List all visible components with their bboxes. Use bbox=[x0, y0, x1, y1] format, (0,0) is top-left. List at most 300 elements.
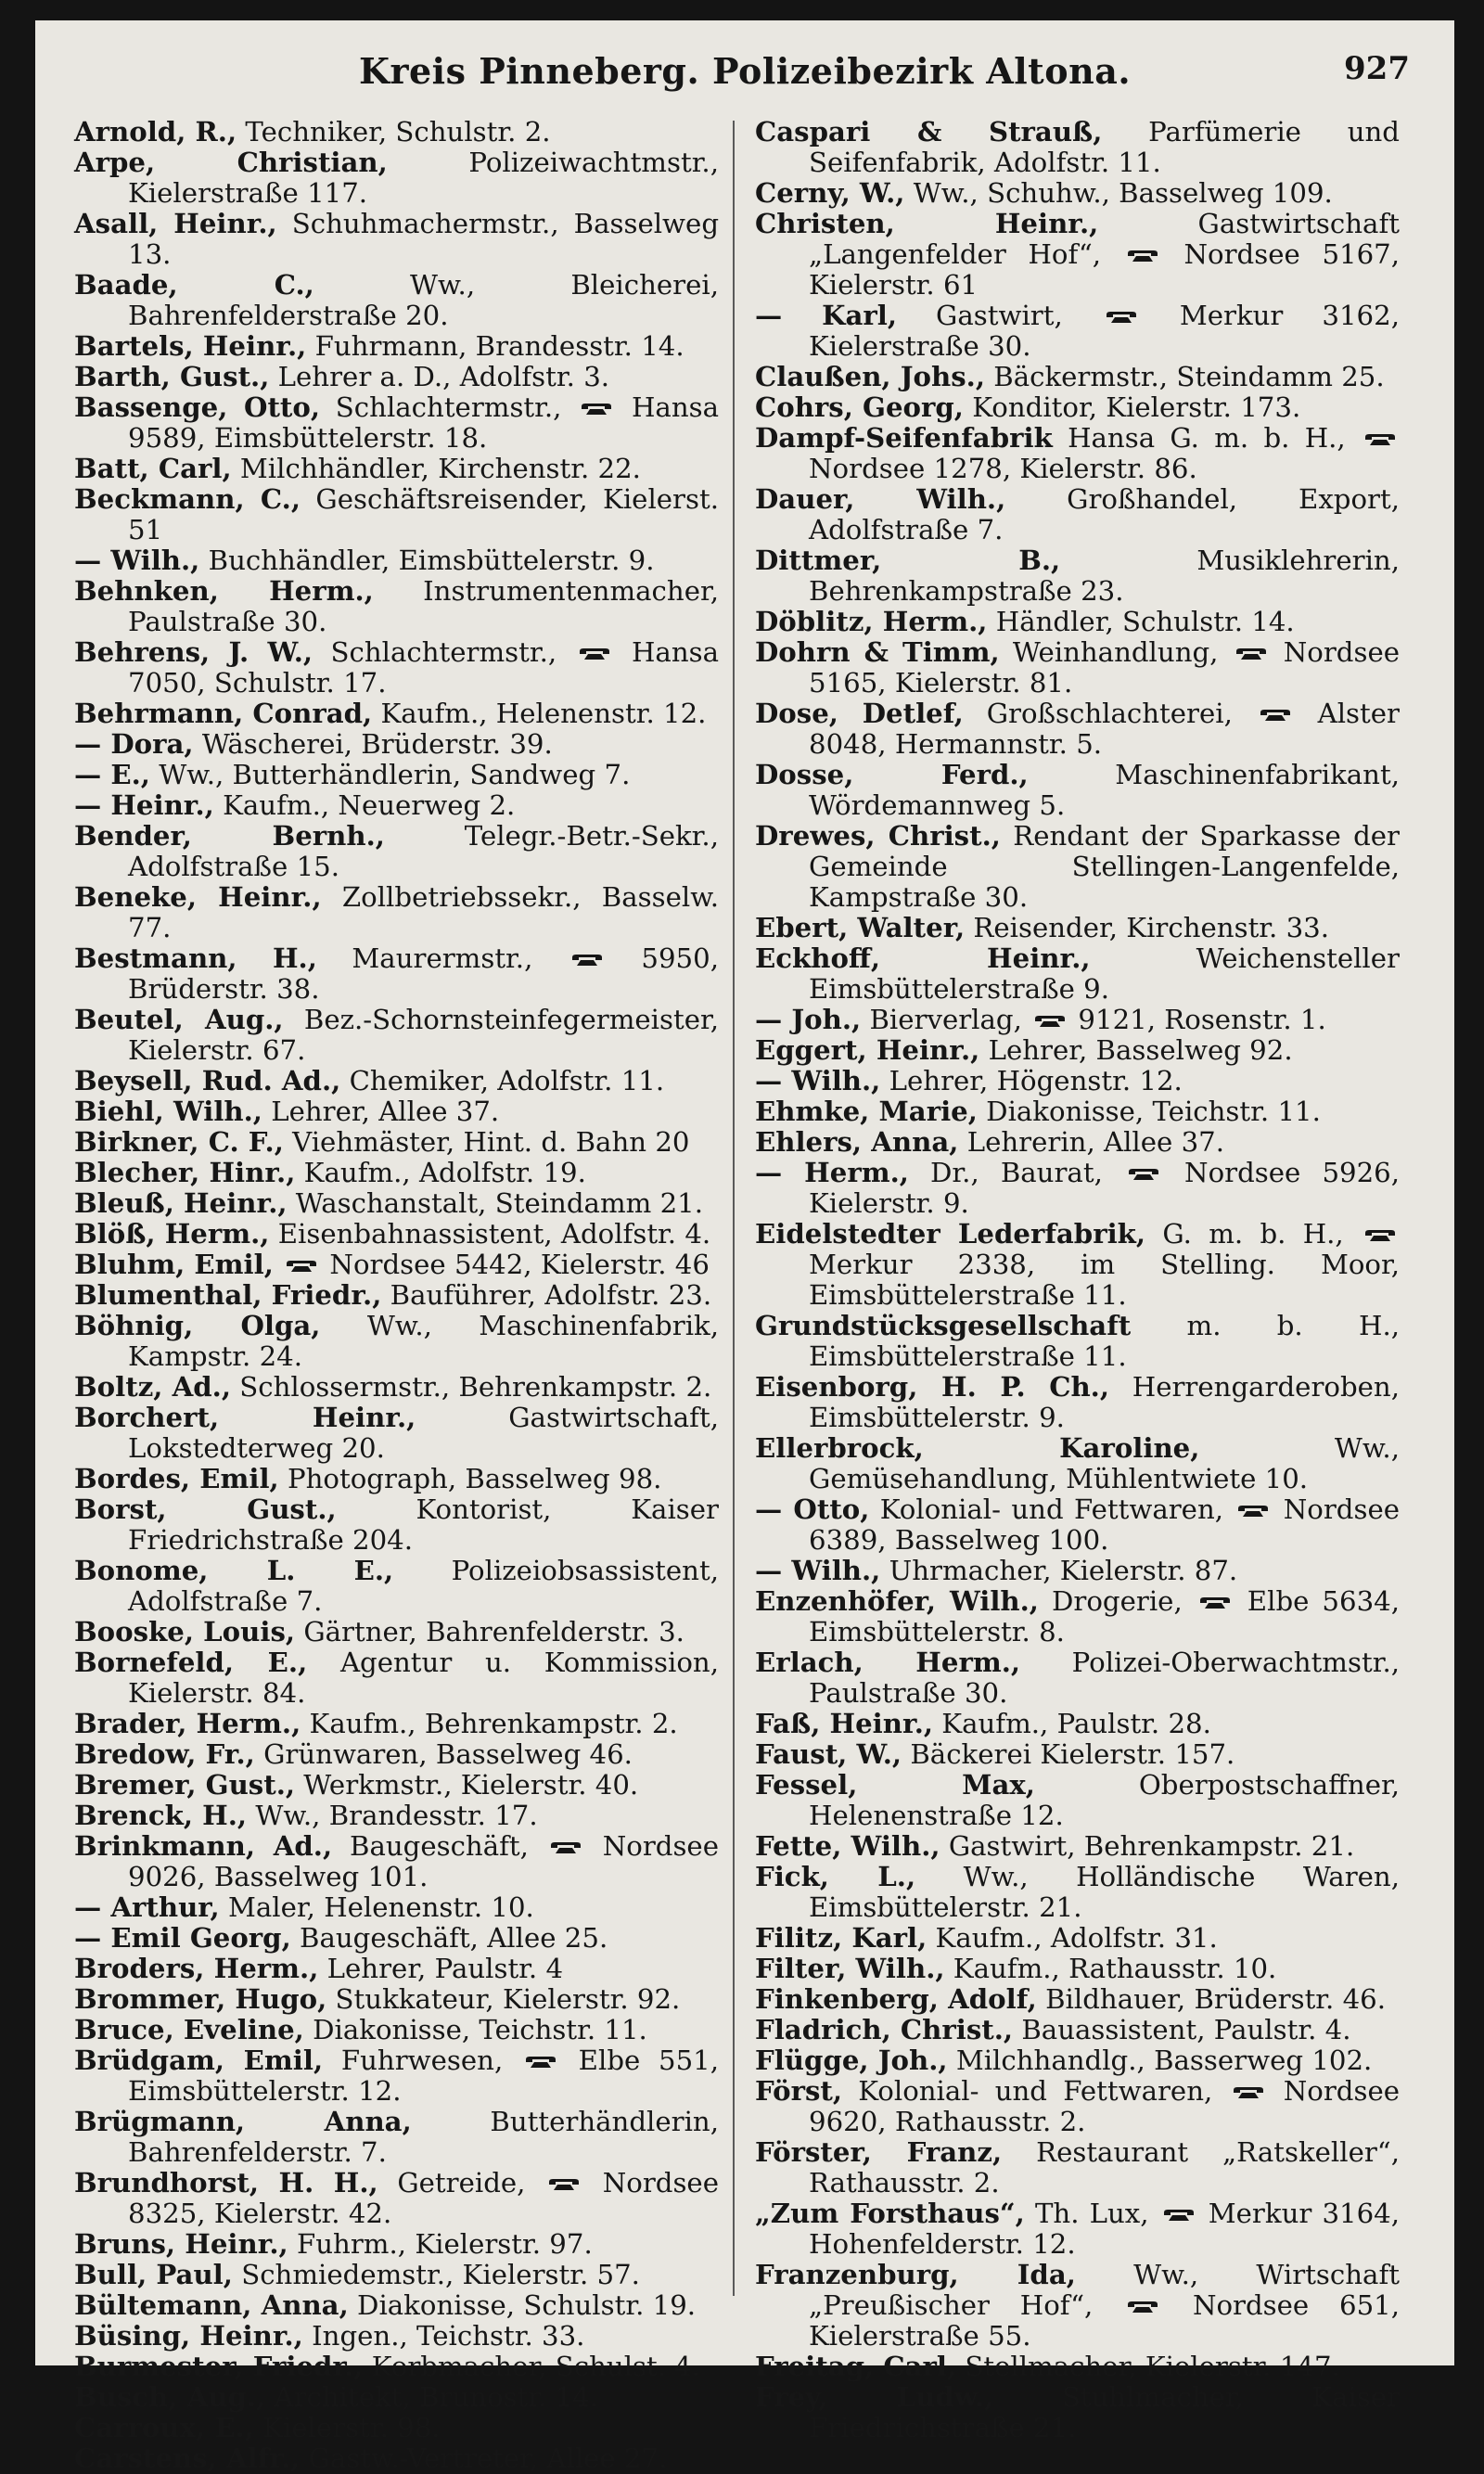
entry-details: Ww., Bleicherei, Bahrenfelderstraße 20. bbox=[128, 269, 719, 331]
entry-details: Nordsee 651, Kielerstraße 55. bbox=[809, 2289, 1400, 2352]
entry-name: Barth, Gust., bbox=[74, 361, 270, 392]
directory-entry bbox=[755, 2382, 1400, 2443]
entry-name: Beysell, Rud. Ad., bbox=[74, 1065, 341, 1096]
directory-entry bbox=[755, 2137, 1400, 2198]
entry-details: Gastw.-Vertreter, Allee 27. bbox=[300, 2442, 668, 2474]
entry-name: Beneke, Heinr., bbox=[74, 881, 322, 913]
directory-entry bbox=[74, 1770, 719, 1801]
entry-details: Gastwirtschaft, Lokstedterweg 20. bbox=[128, 1402, 719, 1464]
entry-details: Nordsee 5442, Kielerstr. 46 bbox=[321, 1249, 710, 1280]
entry-name: Arpe, Christian, bbox=[74, 147, 388, 178]
entry-name: Filitz, Karl, bbox=[755, 1922, 928, 1954]
entry-details: Gärtner, Bahrenfelderstr. 3. bbox=[295, 1616, 684, 1647]
entry-name: Bluhm, Emil, bbox=[74, 1249, 274, 1280]
entry-details: Maler, Helenenstr. 10. bbox=[219, 1891, 534, 1923]
running-head: Kreis Pinneberg. Polizeibezirk Altona. bbox=[358, 50, 1132, 92]
entry-details: Architekt, Brunostr. 14. bbox=[265, 2381, 599, 2413]
directory-entry bbox=[755, 760, 1400, 821]
directory-entry bbox=[755, 699, 1400, 760]
entry-details: Ww., Maschinenfabrik, Kampstr. 24. bbox=[128, 1310, 719, 1372]
entry-name: Först, bbox=[755, 2075, 843, 2107]
directory-entry bbox=[755, 545, 1400, 607]
directory-entry bbox=[74, 1127, 719, 1158]
directory-entry bbox=[74, 331, 719, 362]
entry-details: Fuhrwesen, bbox=[323, 2045, 521, 2076]
telephone-icon bbox=[1233, 2086, 1264, 2099]
entry-details: Chemiker, Adolfstr. 11. bbox=[340, 1065, 665, 1096]
entry-name: — E., bbox=[74, 759, 150, 790]
directory-entry bbox=[74, 1831, 719, 1892]
entry-details: Wäscherei, Brüderstr. 39. bbox=[193, 728, 553, 760]
entry-details: Lehrer, Basselweg 92. bbox=[979, 1034, 1293, 1066]
directory-entry bbox=[755, 117, 1400, 178]
directory-entry bbox=[74, 1372, 719, 1403]
entry-name: — Otto, bbox=[755, 1493, 870, 1525]
entry-name: Behrens, J. W., bbox=[74, 636, 313, 668]
entry-name: Booske, Louis, bbox=[74, 1616, 296, 1647]
entry-details: Lehrer, Allee 37. bbox=[262, 1096, 500, 1127]
directory-entry bbox=[755, 484, 1400, 545]
telephone-icon bbox=[1163, 2209, 1195, 2222]
entry-name: — Karl, bbox=[755, 300, 898, 331]
directory-entry bbox=[74, 1494, 719, 1556]
entry-name: — Emil Georg, bbox=[74, 1922, 291, 1954]
directory-entry bbox=[755, 1035, 1400, 1066]
entry-details: Kolonial- und Fettwaren, bbox=[842, 2075, 1229, 2107]
entry-name: Ebert, Walter, bbox=[755, 912, 966, 943]
entry-name: „Zum Forsthaus“, bbox=[755, 2198, 1025, 2229]
entry-details: Schlachtermstr., bbox=[320, 391, 578, 423]
entry-name: Döblitz, Herm., bbox=[755, 606, 988, 637]
entry-details: Kaufm., Adolfstr. 31. bbox=[927, 1922, 1218, 1954]
entry-name: Dittmer, B., bbox=[755, 545, 1061, 576]
entry-details: Nordsee 9620, Rathausstr. 2. bbox=[809, 2075, 1400, 2137]
entry-details: Milchhandlg., Basserweg 102. bbox=[947, 2045, 1373, 2076]
entry-details: Kaufm., Rathausstr. 10. bbox=[944, 1953, 1277, 1984]
entry-details: Reisender, Kirchenstr. 33. bbox=[965, 912, 1330, 943]
directory-entry bbox=[755, 1311, 1400, 1372]
entry-details: Musiklehrerin, Behrenkampstraße 23. bbox=[809, 545, 1400, 607]
entry-name: Filter, Wilh., bbox=[755, 1953, 945, 1984]
entry-name: Brügmann, Anna, bbox=[74, 2106, 412, 2137]
directory-entry bbox=[755, 2076, 1400, 2137]
entry-details: Maurermstr., bbox=[316, 942, 568, 974]
directory-entry bbox=[74, 362, 719, 392]
entry-name: Bender, Bernh., bbox=[74, 820, 385, 852]
entry-details: Maschinenfabrikant, Wördemannweg 5. bbox=[809, 759, 1400, 821]
entry-details: Bildhauer, Brüderstr. 46. bbox=[1036, 1983, 1387, 2015]
directory-entry bbox=[755, 1096, 1400, 1127]
entry-name: Carroux, E., bbox=[74, 2412, 254, 2443]
entry-details: Gastwirtschaft „Langenfelder Hof“, bbox=[809, 208, 1400, 270]
entry-name: Busch, Aug., bbox=[74, 2381, 266, 2413]
entry-name: Ehmke, Marie, bbox=[755, 1096, 978, 1127]
entry-name: Bassenge, Otto, bbox=[74, 391, 321, 423]
entry-details: Baugeschäft, bbox=[332, 1830, 546, 1862]
entry-name: Fick, L., bbox=[755, 1861, 916, 1892]
entry-name: Blecher, Hinr., bbox=[74, 1157, 296, 1188]
entry-name: Eggert, Heinr., bbox=[755, 1034, 980, 1066]
entry-details: Getreide, bbox=[377, 2167, 545, 2198]
directory-entry bbox=[74, 484, 719, 545]
directory-entry bbox=[74, 1739, 719, 1770]
entry-details: Bauassistent, Paulstr. 4. bbox=[1013, 2014, 1351, 2045]
telephone-icon bbox=[550, 1841, 582, 1854]
entry-details: Bez.-Schornsteinfegermeister, Kielerstr. 67. bbox=[128, 1004, 719, 1066]
entry-name: Bestmann, H., bbox=[74, 942, 317, 974]
directory-entry bbox=[74, 2352, 719, 2382]
directory-entry bbox=[755, 209, 1400, 301]
entry-details: Fuhrm., Kielerstr. 97. bbox=[288, 2228, 593, 2260]
telephone-icon bbox=[1106, 311, 1137, 324]
entry-name: Erlach, Herm., bbox=[755, 1647, 1021, 1678]
entry-details: Stukkateur, Kielerstr. 92. bbox=[326, 1983, 681, 2015]
entry-details: Lehrer, Paulstr. 4 bbox=[318, 1953, 564, 1984]
entry-name: Dampf-Seifenfabrik bbox=[755, 422, 1053, 454]
directory-entry bbox=[74, 943, 719, 1005]
directory-entry bbox=[74, 1954, 719, 1984]
entry-name: Claußen, Johs., bbox=[755, 361, 985, 392]
telephone-icon bbox=[571, 954, 603, 967]
entry-name: Bültemann, Anna, bbox=[74, 2289, 349, 2321]
entry-name: Fette, Wilh., bbox=[755, 1830, 940, 1862]
entry-details: Diakonisse, Teichstr. 11. bbox=[303, 2014, 647, 2045]
directory-entry bbox=[74, 2290, 719, 2321]
entry-details: Kontorist, Kaiser Friedrichstraße 204. bbox=[128, 1493, 719, 1556]
entry-details: Nordsee 8325, Kielerstr. 42. bbox=[128, 2167, 719, 2229]
entry-details: Diakonisse, Schulstr. 19. bbox=[348, 2289, 697, 2321]
column-divider bbox=[733, 121, 735, 2296]
directory-entry bbox=[755, 1066, 1400, 1096]
entry-details: Uhrmacher, Kielerstr. 87. bbox=[880, 1555, 1238, 1586]
entry-name: Bremer, Gust., bbox=[74, 1769, 296, 1801]
telephone-icon bbox=[1127, 250, 1158, 263]
directory-entry bbox=[74, 699, 719, 729]
entry-details: Bäckermstr., Steindamm 25. bbox=[985, 361, 1385, 392]
entry-details: Nordsee 1278, Kielerstr. 86. bbox=[809, 453, 1197, 484]
entry-name: Grundstücksgesellschaft bbox=[755, 1310, 1132, 1341]
entry-name: Broders, Herm., bbox=[74, 1953, 319, 1984]
entry-details: Nordsee 5926, Kielerstr. 9. bbox=[809, 1157, 1400, 1219]
entry-details: Bäckerei Kielerstr. 157. bbox=[902, 1738, 1235, 1770]
entry-name: Frey, Ludw., bbox=[755, 2381, 994, 2413]
entry-name: Brinkmann, Ad., bbox=[74, 1830, 333, 1862]
entry-name: Beutel, Aug., bbox=[74, 1004, 284, 1035]
entry-details: Kaufm., Paulstr. 28. bbox=[933, 1708, 1211, 1739]
entry-name: Baade, C., bbox=[74, 269, 314, 301]
directory-entry bbox=[74, 760, 719, 790]
entry-name: Carstens, Alfr., bbox=[74, 2442, 301, 2474]
directory-entry bbox=[74, 2107, 719, 2168]
directory-entry bbox=[74, 1709, 719, 1739]
directory-entry bbox=[755, 2260, 1400, 2352]
directory-entry bbox=[755, 2045, 1400, 2076]
entry-name: Bonome, L. E., bbox=[74, 1555, 394, 1586]
entry-name: — Wilh., bbox=[755, 1065, 881, 1096]
directory-entry bbox=[74, 1005, 719, 1066]
telephone-icon bbox=[1235, 647, 1267, 660]
entry-name: Brundhorst, H. H., bbox=[74, 2167, 378, 2198]
entry-name: Brenck, H., bbox=[74, 1800, 248, 1831]
entry-name: Bredow, Fr., bbox=[74, 1738, 255, 1770]
entry-name: Dosse, Ferd., bbox=[755, 759, 1029, 790]
entry-name: Arnold, R., bbox=[74, 116, 237, 147]
directory-entry bbox=[755, 821, 1400, 913]
directory-entry bbox=[74, 637, 719, 699]
entry-details: Kaufm., Adolfstr. 19. bbox=[295, 1157, 586, 1188]
entry-details: Dr., Baurat, bbox=[908, 1157, 1124, 1188]
entry-details: Gastwirt, bbox=[897, 300, 1102, 331]
directory-entry bbox=[755, 1709, 1400, 1739]
entry-details: Hansa G. m. b. H., bbox=[1052, 422, 1361, 454]
directory-entry bbox=[74, 1280, 719, 1311]
entry-details: Lehrer, Högenstr. 12. bbox=[880, 1065, 1183, 1096]
telephone-icon bbox=[1364, 433, 1396, 446]
entry-details: Nordsee 5165, Kielerstr. 81. bbox=[809, 636, 1400, 699]
entry-name: Blöß, Herm., bbox=[74, 1218, 270, 1250]
entry-details: Restaurant „Ratskeller“, Rathausstr. 2. bbox=[809, 2136, 1400, 2198]
telephone-icon bbox=[548, 2178, 580, 2191]
entry-details: Schmiedemstr., Kielerstr. 57. bbox=[232, 2259, 640, 2290]
entry-name: Böhnig, Olga, bbox=[74, 1310, 321, 1341]
entry-details: Merkur 3164, Hohenfelderstr. 12. bbox=[809, 2198, 1401, 2260]
entry-name: Borst, Gust., bbox=[74, 1493, 337, 1525]
telephone-icon bbox=[1127, 2301, 1158, 2314]
entry-name: Bruce, Eveline, bbox=[74, 2014, 304, 2045]
entry-name: Beckmann, C., bbox=[74, 483, 301, 515]
directory-entry bbox=[74, 1923, 719, 1954]
page-number: 927 bbox=[1344, 50, 1410, 87]
directory-entry bbox=[74, 117, 719, 147]
entry-details: Baugeschäft, Allee 25. bbox=[290, 1922, 608, 1954]
directory-entry bbox=[755, 913, 1400, 943]
entry-details: Lehrerin, Allee 37. bbox=[958, 1126, 1225, 1158]
entry-name: Bordes, Emil, bbox=[74, 1463, 279, 1494]
entry-name: Franzenburg, Ida, bbox=[755, 2259, 1076, 2290]
entry-name: Finkenberg, Adolf, bbox=[755, 1983, 1037, 2015]
entry-name: Bornefeld, E., bbox=[74, 1647, 308, 1678]
entry-name: Behnken, Herm., bbox=[74, 575, 374, 607]
directory-entry bbox=[755, 1586, 1400, 1647]
entry-details: Zollbetriebssekr., Basselw. 77. bbox=[128, 881, 720, 943]
entry-details: Kaufm., Helenenstr. 12. bbox=[372, 698, 707, 729]
telephone-icon bbox=[1237, 1505, 1269, 1518]
telephone-icon bbox=[579, 647, 610, 660]
directory-entry bbox=[74, 1219, 719, 1250]
directory-entry bbox=[74, 2015, 719, 2045]
directory-entry bbox=[74, 392, 719, 454]
entry-details: 9121, Rosenstr. 1. bbox=[1069, 1004, 1326, 1035]
entry-name: Christen, Heinr., bbox=[755, 208, 1099, 239]
directory-entry bbox=[755, 178, 1400, 209]
entry-details: Bauführer, Adolfstr. 23. bbox=[381, 1279, 712, 1311]
entry-details: Herrengarderoben, Eimsbüttelerstr. 9. bbox=[809, 1371, 1400, 1433]
directory-entry bbox=[755, 2198, 1400, 2260]
directory-entry bbox=[74, 2045, 719, 2107]
directory-entry bbox=[74, 1250, 719, 1280]
entry-details: 5950, Brüderstr. 38. bbox=[128, 942, 719, 1005]
directory-entry bbox=[755, 1494, 1400, 1556]
directory-entry bbox=[755, 1647, 1400, 1709]
directory-entry bbox=[755, 1372, 1400, 1433]
directory-entry bbox=[74, 1801, 719, 1831]
entry-name: Brader, Herm., bbox=[74, 1708, 301, 1739]
entry-details: G. m. b. H., bbox=[1145, 1218, 1361, 1250]
directory-entry bbox=[74, 2260, 719, 2290]
directory-entry bbox=[74, 1158, 719, 1188]
entry-name: — Herm., bbox=[755, 1157, 909, 1188]
entry-details: Konditor, Kielerstr. 173. bbox=[963, 391, 1301, 423]
entry-name: Dose, Detlef, bbox=[755, 698, 964, 729]
entry-name: Bull, Paul, bbox=[74, 2259, 233, 2290]
entry-name: Drewes, Christ., bbox=[755, 820, 1001, 852]
entry-details: Stuhlmacher, Kaiser Friedrichstraße 21. bbox=[809, 2381, 1401, 2443]
entry-name: Dohrn & Timm, bbox=[755, 636, 1000, 668]
entry-details: Butterhändlerin, Bahrenfelderstr. 7. bbox=[128, 2106, 719, 2168]
directory-entry bbox=[755, 1433, 1400, 1494]
entry-details: Kaufm., Neuerweg 2. bbox=[213, 789, 516, 821]
entry-details: Eisenbahnassistent, Adolfstr. 4. bbox=[269, 1218, 711, 1250]
directory-entry bbox=[74, 1984, 719, 2015]
entry-details: Waschanstalt, Steindamm 21. bbox=[287, 1187, 703, 1219]
directory-entry bbox=[74, 1464, 719, 1494]
telephone-icon bbox=[525, 2056, 556, 2069]
entry-name: Burmester, Friedr., bbox=[74, 2351, 364, 2382]
directory-entry bbox=[755, 1556, 1400, 1586]
entry-name: Förster, Franz, bbox=[755, 2136, 1003, 2168]
entry-details: Händler, Schulstr. 14. bbox=[987, 606, 1295, 637]
entry-name: Eckhoff, Heinr., bbox=[755, 942, 1091, 974]
telephone-icon bbox=[286, 1260, 317, 1273]
telephone-icon bbox=[1199, 1596, 1231, 1609]
entry-details: Diakonisse, Teichstr. 11. bbox=[977, 1096, 1321, 1127]
entry-details: Merkur 3162, Kielerstraße 30. bbox=[809, 300, 1400, 362]
directory-entry bbox=[74, 729, 719, 760]
directory-entry bbox=[74, 2168, 719, 2229]
entry-name: Blumenthal, Friedr., bbox=[74, 1279, 382, 1311]
entry-name: Eisenborg, H. P. Ch., bbox=[755, 1371, 1110, 1403]
telephone-icon bbox=[581, 403, 612, 416]
directory-entry bbox=[755, 1770, 1400, 1831]
entry-name: Asall, Heinr., bbox=[74, 208, 277, 239]
entry-details: Kielerstr. 98. bbox=[253, 2412, 441, 2443]
directory-entry bbox=[74, 1311, 719, 1372]
entry-name: — Wilh., bbox=[74, 545, 200, 576]
entry-name: Cohrs, Georg, bbox=[755, 391, 964, 423]
entry-details: Nordsee 6389, Basselweg 100. bbox=[809, 1493, 1400, 1556]
entry-details: Alster 8048, Hermannstr. 5. bbox=[809, 698, 1400, 760]
entry-details: Fuhrmann, Brandesstr. 14. bbox=[306, 330, 684, 362]
entry-details: Hansa 7050, Schulstr. 17. bbox=[128, 636, 720, 699]
entry-details: Techniker, Schulstr. 2. bbox=[237, 116, 551, 147]
entry-details: Oberpostschaffner, Helenenstraße 12. bbox=[809, 1769, 1401, 1831]
entry-name: Birkner, C. F., bbox=[74, 1126, 284, 1158]
entry-name: Brommer, Hugo, bbox=[74, 1983, 327, 2015]
entry-details: Korbmacher, Schulst. 4. bbox=[363, 2351, 701, 2382]
directory-entry bbox=[755, 1954, 1400, 1984]
entry-name: Bleuß, Heinr., bbox=[74, 1187, 288, 1219]
entry-details: Rendant der Sparkasse der Gemeinde Stellingen-Langenfelde, Kampstraße 30. bbox=[809, 820, 1400, 913]
directory-entry bbox=[755, 1984, 1400, 2015]
entry-name: Dauer, Wilh., bbox=[755, 483, 1006, 515]
entry-name: Fessel, Max, bbox=[755, 1769, 1035, 1801]
directory-entry bbox=[755, 2352, 1400, 2382]
directory-page bbox=[35, 20, 1454, 2474]
entry-name: — Joh., bbox=[755, 1004, 862, 1035]
entry-details: Schlachtermstr., bbox=[313, 636, 575, 668]
entry-details bbox=[274, 1249, 282, 1280]
directory-entry bbox=[755, 1923, 1400, 1954]
entry-details: Schlossermstr., Behrenkampstr. 2. bbox=[230, 1371, 712, 1403]
directory-entry bbox=[755, 607, 1400, 637]
entry-details: Schuhmachermstr., Basselweg 13. bbox=[128, 208, 719, 270]
entry-name: Büsing, Heinr., bbox=[74, 2320, 303, 2352]
entry-details: Telegr.-Betr.-Sekr., Adolfstraße 15. bbox=[128, 820, 719, 882]
directory-entry bbox=[74, 270, 719, 331]
directory-entry bbox=[74, 545, 719, 576]
directory-entry bbox=[74, 790, 719, 821]
entry-details: Buchhändler, Eimsbüttelerstr. 9. bbox=[199, 545, 655, 576]
entry-name: Eidelstedter Lederfabrik, bbox=[755, 1218, 1146, 1250]
directory-entry bbox=[74, 2443, 719, 2474]
telephone-icon bbox=[1364, 1229, 1396, 1242]
entry-name: Cerny, W., bbox=[755, 177, 905, 209]
directory-entry bbox=[74, 2413, 719, 2443]
entry-name: Borchert, Heinr., bbox=[74, 1402, 416, 1433]
entry-details: Instrumentenmacher, Paulstraße 30. bbox=[128, 575, 719, 637]
entry-details: Ww., Gemüsehandlung, Mühlentwiete 10. bbox=[809, 1432, 1400, 1494]
telephone-icon bbox=[1128, 1168, 1159, 1181]
entry-details: Hansa 9589, Eimsbüttelerstr. 18. bbox=[128, 391, 720, 454]
entry-name: Faß, Heinr., bbox=[755, 1708, 934, 1739]
directory-entry bbox=[755, 1831, 1400, 1862]
entry-details: Parfümerie und Seifenfabrik, Adolfstr. 11. bbox=[809, 116, 1400, 178]
directory-entry bbox=[755, 392, 1400, 423]
entry-details: Ww., Butterhändlerin, Sandweg 7. bbox=[149, 759, 631, 790]
entry-details: Ww., Schuhw., Basselweg 109. bbox=[904, 177, 1333, 209]
entry-details: Ww., Wirtschaft „Preußischer Hof“, bbox=[809, 2259, 1400, 2321]
directory-entry bbox=[755, 301, 1400, 362]
entry-details: Nordsee 5167, Kielerstr. 61 bbox=[809, 238, 1401, 301]
entry-name: Brüdgam, Emil, bbox=[74, 2045, 324, 2076]
directory-entry bbox=[74, 1647, 719, 1709]
entry-name: — Dora, bbox=[74, 728, 194, 760]
entry-name: Boltz, Ad., bbox=[74, 1371, 231, 1403]
entry-details: Viehmäster, Hint. d. Bahn 20 bbox=[283, 1126, 690, 1158]
directory-entry bbox=[74, 1556, 719, 1617]
entry-details: Polizei-Oberwachtmstr., Paulstraße 30. bbox=[809, 1647, 1400, 1709]
directory-entry bbox=[755, 1739, 1400, 1770]
directory-entry bbox=[755, 637, 1400, 699]
entry-name: Ehlers, Anna, bbox=[755, 1126, 959, 1158]
directory-entry bbox=[755, 1219, 1400, 1311]
directory-entry bbox=[74, 2321, 719, 2352]
entry-details: Nordsee 9026, Basselweg 101. bbox=[128, 1830, 719, 1892]
entry-name: Behrmann, Conrad, bbox=[74, 698, 373, 729]
directory-entry bbox=[74, 209, 719, 270]
entry-details: Polizeiobsassistent, Adolfstraße 7. bbox=[128, 1555, 719, 1617]
entry-name: Ellerbrock, Karoline, bbox=[755, 1432, 1200, 1464]
entry-details: Geschäftsreisender, Kielerst. 51 bbox=[128, 483, 719, 545]
entry-details: Grünwaren, Basselweg 46. bbox=[254, 1738, 633, 1770]
entry-details: Stellmacher, Kielerstr. 147. bbox=[956, 2351, 1340, 2382]
directory-entry bbox=[74, 882, 719, 943]
entry-details: Elbe 5634, Eimsbüttelerstr. 8. bbox=[809, 1585, 1400, 1647]
entry-details: m. b. H., Eimsbüttelerstraße 11. bbox=[809, 1310, 1400, 1372]
entry-details: Ww., Brandesstr. 17. bbox=[247, 1800, 538, 1831]
directory-entry bbox=[74, 576, 719, 637]
directory-entry bbox=[74, 1892, 719, 1923]
